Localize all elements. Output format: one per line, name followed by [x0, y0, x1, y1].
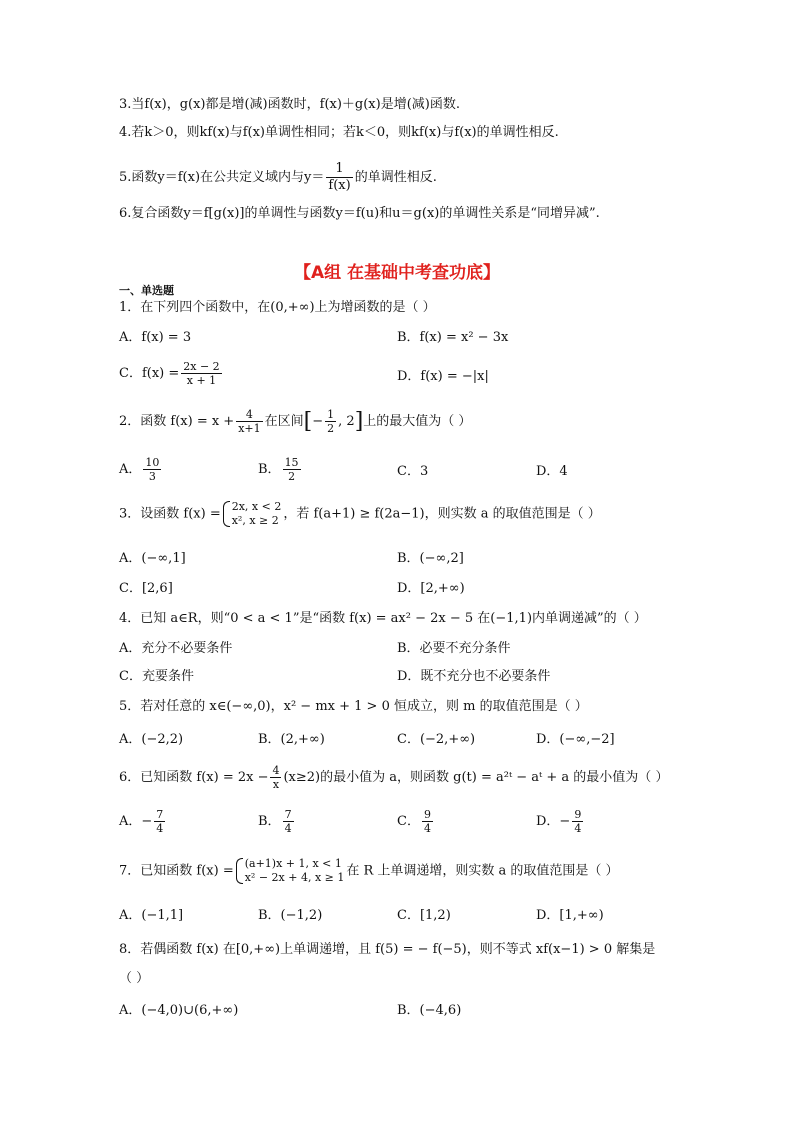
numerator: 1	[326, 161, 352, 178]
option-label: A．	[119, 462, 142, 477]
question-7-option-d: D．[1,+∞)	[536, 908, 604, 923]
denominator: 3	[148, 470, 156, 483]
question-8-option-b: B．(−4,6)	[397, 1003, 462, 1018]
option-label: B．	[258, 814, 281, 829]
stem-fraction	[270, 764, 281, 791]
question-5-option-b: B．(2,+∞)	[258, 732, 325, 747]
stem-text: 在区间	[264, 414, 304, 429]
question-7-option-a: A．(−1,1]	[119, 908, 184, 923]
piecewise-brace	[236, 857, 345, 885]
question-1-option-b: B．f(x) = x² − 3x	[397, 330, 509, 345]
stem-text: 2．函数 f(x) = x +	[119, 414, 235, 429]
question-1-option-d: D．f(x) = −|x|	[397, 369, 489, 384]
case-1: 2x, x < 2	[231, 500, 282, 513]
question-6-option-b	[258, 808, 296, 835]
question-2-stem	[119, 408, 471, 435]
option-fraction	[143, 456, 161, 483]
question-8-option-a: A．(−4,0)∪(6,+∞)	[119, 1003, 239, 1018]
numerator: 1	[327, 408, 335, 421]
question-5-option-d: D．(−∞,−2]	[536, 732, 615, 747]
question-2-option-c: C．3	[397, 464, 429, 479]
stem-fraction	[236, 408, 262, 435]
question-4-option-b: B．必要不充分条件	[397, 641, 511, 656]
question-3-option-d: D．[2,+∞)	[397, 581, 465, 596]
stem-text: 上的最大值为（ ）	[363, 414, 472, 429]
question-8-stem: 8．若偶函数 f(x) 在[0,+∞)上单调递增，且 f(5) = − f(−5)，则不等式 xf(x−1) > 0 解集是	[119, 942, 656, 957]
question-1-option-c	[119, 360, 224, 387]
denominator: x + 1	[186, 374, 217, 387]
numerator: 9	[574, 808, 582, 821]
question-2-option-b	[258, 456, 303, 483]
option-fraction	[283, 456, 301, 483]
question-7-option-c: C．[1,2)	[397, 908, 451, 923]
property-5-tail: 的单调性相反.	[354, 170, 437, 185]
denominator: 2	[288, 470, 296, 483]
option-label: D．−	[536, 814, 571, 829]
question-4-option-c: C．充要条件	[119, 669, 194, 684]
option-label: C．f(x) =	[119, 366, 180, 381]
question-6-option-c	[397, 808, 435, 835]
question-5-stem: 5．若对任意的 x∈(−∞,0)，x² − mx + 1 > 0 恒成立，则 m 的取值范围是（ ）	[119, 699, 588, 714]
option-label: B．	[258, 462, 281, 477]
question-6-option-a	[119, 808, 167, 835]
case-1: (a+1)x + 1, x < 1	[244, 857, 342, 870]
numerator: 9	[423, 808, 431, 821]
question-5-option-c: C．(−2,+∞)	[397, 732, 476, 747]
question-7-option-b: B．(−1,2)	[258, 908, 323, 923]
question-7-stem	[119, 857, 619, 885]
interval-end: , 2	[338, 414, 355, 429]
denominator: 4	[156, 822, 164, 835]
question-1-stem: 1．在下列四个函数中，在(0,+∞)上为增函数的是（ ）	[119, 300, 436, 315]
denominator: 2	[327, 422, 335, 435]
option-fraction	[422, 808, 433, 835]
interval-fraction	[325, 408, 336, 435]
option-label: A．−	[119, 814, 153, 829]
question-3-option-c: C．[2,6]	[119, 581, 173, 596]
question-6-stem	[119, 764, 668, 791]
property-4: 4.若k＞0，则kf(x)与f(x)单调性相同；若k＜0，则kf(x)与f(x)的单调性相反.	[119, 125, 559, 140]
piecewise-brace	[223, 500, 282, 528]
numerator: 4	[236, 408, 262, 422]
denominator: x+1	[238, 422, 261, 435]
group-title: 【A组 在基础中考查功底】	[293, 263, 501, 283]
stem-text: 在 R 上单调递增，则实数 a 的取值范围是（ ）	[346, 863, 619, 879]
property-5-fraction	[326, 161, 352, 194]
question-3-option-a: A．(−∞,1]	[119, 551, 186, 566]
stem-text: 3．设函数 f(x) =	[119, 506, 221, 522]
option-fraction	[572, 808, 583, 835]
question-2-option-d: D．4	[536, 464, 568, 479]
property-3: 3.当f(x)，g(x)都是增(减)函数时，f(x)＋g(x)是增(减)函数.	[119, 97, 460, 112]
option-fraction	[154, 808, 165, 835]
question-6-option-d	[536, 808, 585, 835]
option-label: C．	[397, 814, 420, 829]
denominator: f(x)	[328, 178, 351, 193]
question-8-paren: （ ）	[119, 971, 150, 986]
option-fraction	[181, 360, 221, 387]
stem-text: 7．已知函数 f(x) =	[119, 863, 234, 879]
stem-text: ，若 f(a+1) ≥ f(2a−1)，则实数 a 的取值范围是（ ）	[283, 506, 601, 522]
denominator: 4	[574, 822, 582, 835]
option-fraction	[283, 808, 294, 835]
question-5-option-a: A．(−2,2)	[119, 732, 184, 747]
case-2: x², x ≥ 2	[231, 514, 279, 527]
question-4-option-a: A．充分不必要条件	[119, 641, 233, 656]
question-3-option-b: B．(−∞,2]	[397, 551, 464, 566]
property-5	[119, 161, 437, 194]
stem-text: (x≥2)的最小值为 a，则函数 g(t) = a²ᵗ − aᵗ + a 的最小值为（ ）	[283, 770, 669, 785]
interval-sign: −	[312, 414, 324, 429]
left-bracket: [	[303, 408, 313, 434]
case-2: x² − 2x + 4, x ≥ 1	[244, 871, 345, 884]
question-4-stem: 4．已知 a∈R，则“0 < a < 1”是“函数 f(x) = ax² − 2x − 5 在(−1,1)内单调递减”的（ ）	[119, 611, 647, 626]
question-3-stem	[119, 500, 601, 528]
section-heading: 一、单选题	[119, 284, 174, 297]
numerator: 7	[284, 808, 292, 821]
question-1-option-a: A．f(x) = 3	[119, 330, 192, 345]
question-2-option-a	[119, 456, 163, 483]
denominator: x	[272, 778, 280, 791]
numerator: 2x − 2	[183, 360, 220, 373]
denominator: 4	[284, 822, 292, 835]
property-5-text: 5.函数y＝f(x)在公共定义域内与y＝	[119, 170, 325, 185]
denominator: 4	[423, 822, 431, 835]
stem-text: 6．已知函数 f(x) = 2x −	[119, 770, 269, 785]
right-bracket: ]	[354, 408, 364, 434]
numerator: 7	[156, 808, 164, 821]
numerator: 10	[145, 456, 160, 469]
numerator: 4	[272, 764, 280, 777]
question-4-option-d: D．既不充分也不必要条件	[397, 669, 551, 684]
numerator: 15	[284, 456, 299, 469]
property-6: 6.复合函数y＝f[g(x)]的单调性与函数y＝f(u)和u＝g(x)的单调性关系是“同增异减”.	[119, 206, 600, 221]
